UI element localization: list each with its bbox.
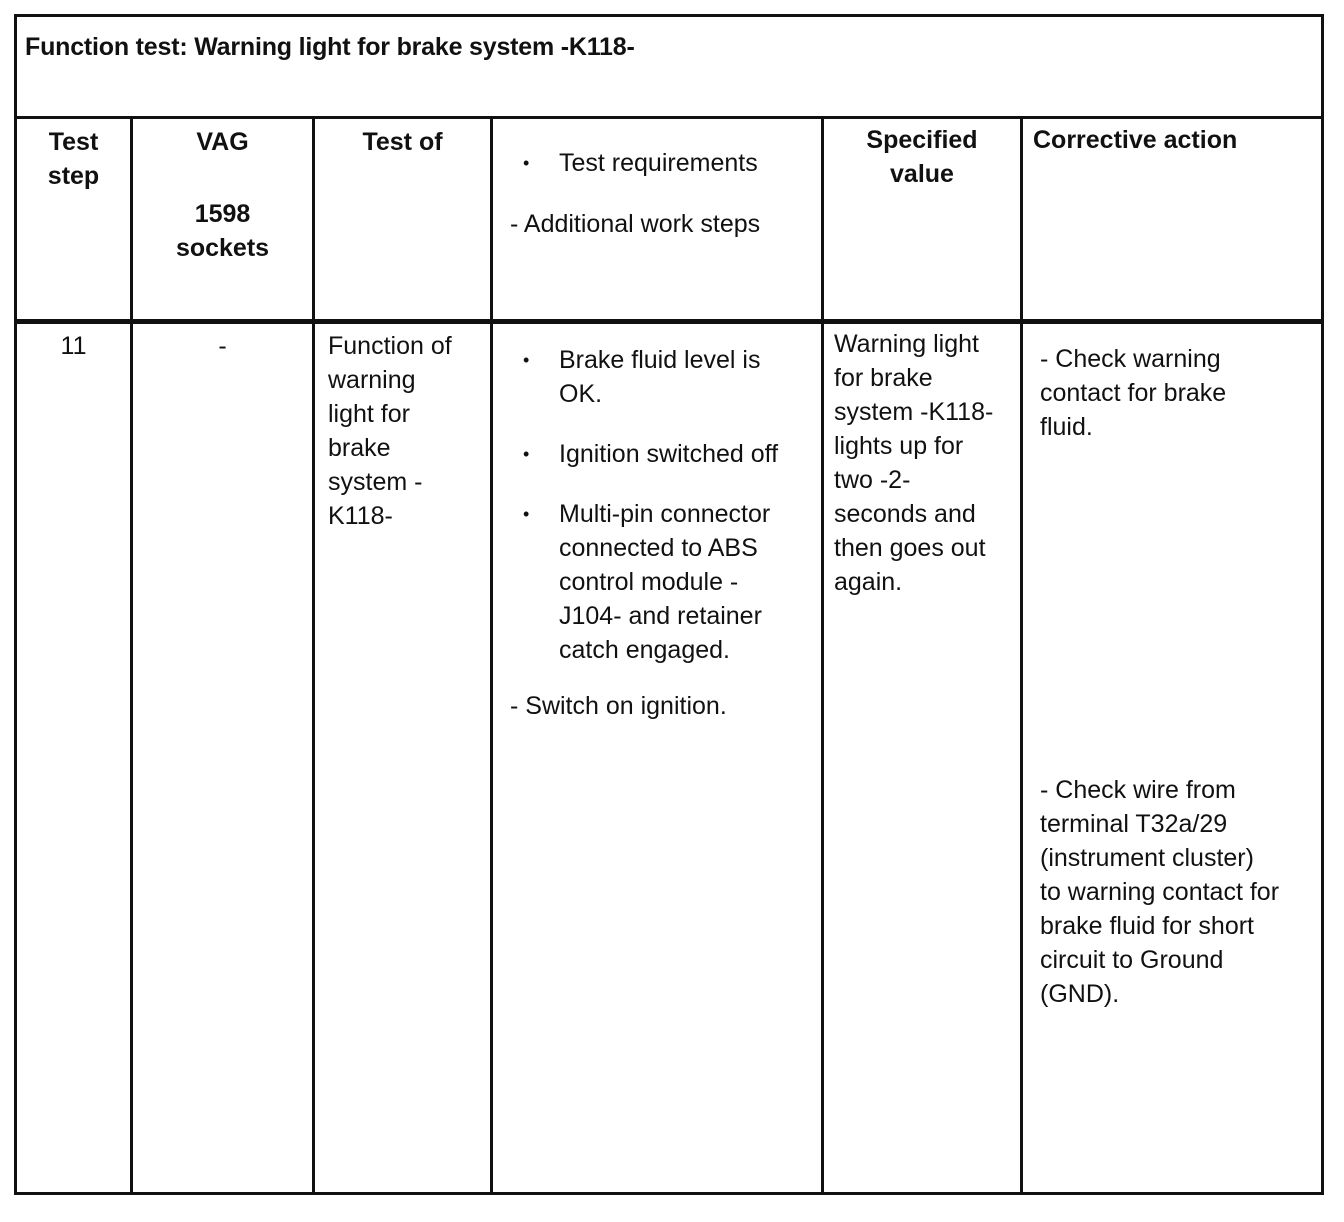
work-step: - Switch on ignition. [510,692,727,720]
cell-specified-value: Warning light for brake system -K118- lights up for two -2- seconds and then goes out again. [834,330,994,596]
header-specified-value: Specified value [866,126,978,188]
header-vag-sockets: VAG 1598 sockets [175,128,270,262]
column-divider [1020,119,1023,1192]
cell-test-of: Function of warning light for brake system - K118- [328,332,452,530]
test-table: Function test: Warning light for brake system -K118- Test step VAG 1598 sockets Test of • Test requirements - Additional work steps Specified value Corrective action 11 - Function of warning light for brake system - K118- • Brake fluid level is OK. • Ignition switched off • Multi-pin connector connected to ABS control module - J104- and retainer catch engaged. - Switch on ignition. Warning light for brake system -K118- lights up for two -2- seconds and then goes out again. - Check warning contact for brake fluid. - Check wire from terminal T32a/29 (instrument cluster) to warning contact for brake fluid for short circuit to Ground (GND). [14,14,1324,1195]
corrective-action-1: - Check warning contact for brake fluid. [1040,345,1227,441]
header-additional-steps: - Additional work steps [510,210,761,238]
column-divider [130,119,133,1192]
column-divider [312,119,315,1192]
header-corrective-action: Corrective action [1033,126,1238,154]
header-test-step: Test step [47,128,100,190]
bullet-icon: • [523,504,530,524]
cell-vag-sockets: - [218,332,227,360]
column-divider [490,119,493,1192]
cell-test-step: 11 [60,332,87,360]
bullet-icon: • [523,444,530,464]
column-divider [821,119,824,1192]
bullet-icon: • [523,350,530,370]
bullet-icon: • [523,153,530,173]
corrective-action-2: - Check wire from terminal T32a/29 (instrument cluster) to warning contact for brake fluid for short circuit to Ground (GND). [1040,776,1280,1008]
table-title: Function test: Warning light for brake system -K118- [25,33,635,61]
header-test-of: Test of [362,128,443,156]
table-title-bar [17,17,1321,119]
header-divider [17,319,1321,324]
